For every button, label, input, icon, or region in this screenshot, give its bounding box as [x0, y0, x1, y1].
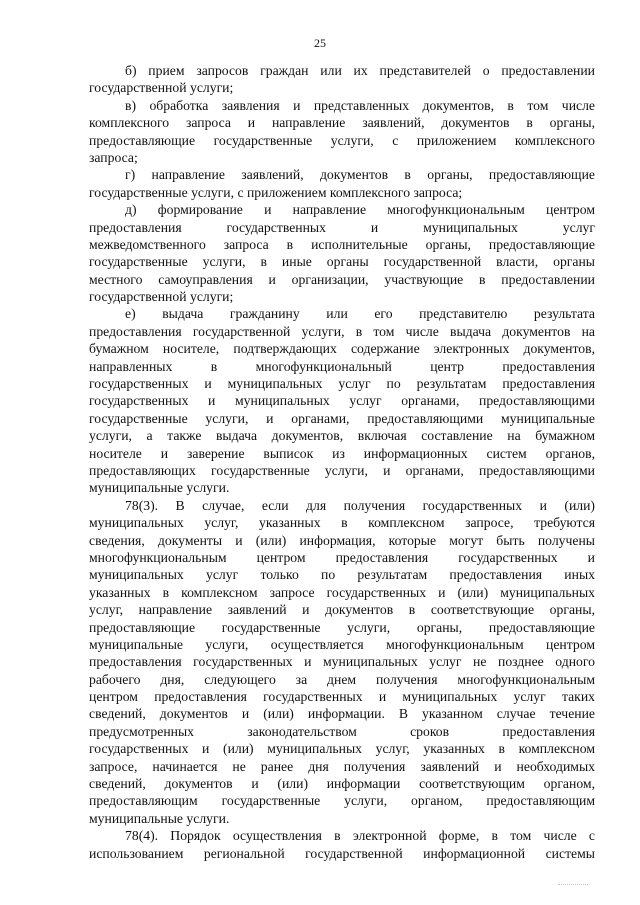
text-line: запросе, начинается не ранее дня получения заявлений и необходимых [89, 758, 595, 774]
text-line: государственные услуги, с приложением комплексного запроса; [89, 184, 463, 200]
text-line: использованием региональной государственной информационной системы [89, 845, 595, 861]
text-line: сведения, документы и (или) информация, которые могут быть получены [89, 532, 595, 548]
text-line: муниципальных услуг только по результатам предоставления иных [89, 567, 595, 583]
text-line: носителе и заверение выписок из информационных систем органов, [89, 445, 595, 461]
text-line: услуг, направление заявлений и документов в соответствующие органы, [89, 602, 595, 618]
text-line: бумажном носителе, подтверждающих содержание электронных документов, [89, 341, 595, 357]
text-line: е) выдача гражданину или его представителю результата [125, 306, 595, 322]
text-line: предоставляющим государственные услуги, органом, предоставляющим [89, 793, 595, 809]
text-line: указанных в комплексном запросе государственных и (или) муниципальных [89, 584, 595, 600]
text-line: местного самоуправления и организации, участвующие в предоставлении [89, 271, 595, 287]
text-line: в) обработка заявления и представленных документов, в том числе [125, 97, 595, 113]
text-line: б) прием запросов граждан или их представителей о предоставлении [125, 63, 595, 78]
text-line: государственные услуги, в иные органы государственной власти, органы [89, 254, 595, 270]
text-line: предоставления государственных и муниципальных услуг не позднее одного [89, 654, 595, 670]
text-line: многофункциональным центром предоставления государственных и [89, 549, 595, 565]
scan-artifact-dots [558, 884, 588, 887]
text-line: предоставления государственной услуги, в том числе выдача документов на [89, 323, 595, 339]
text-line: государственных и муниципальных услуг органами, предоставляющими [89, 393, 595, 409]
document-body-text [89, 62, 595, 862]
text-line: предоставления государственных и муниципальных услуг [89, 219, 595, 235]
text-line: предоставляющих государственные услуги, и органами, предоставляющими [89, 462, 595, 478]
text-line: 78(3). В случае, если для получения государственных и (или) [125, 497, 595, 513]
text-line: предусмотренных законодательством сроков предоставления [89, 723, 595, 739]
page-number: 25 [314, 36, 326, 50]
text-line: рабочего дня, следующего за днем получения многофункциональным [89, 671, 595, 687]
text-line: д) формирование и направление многофункциональным центром [125, 202, 595, 218]
text-line: муниципальных услуг, указанных в комплексном запросе, требуются [89, 515, 595, 531]
text-line: государственной услуги; [89, 289, 234, 305]
text-line: запроса; [89, 149, 138, 165]
text-line: комплексного запроса и направление заявлений, документов в органы, [89, 115, 595, 131]
text-line: г) направление заявлений, документов в органы, предоставляющие [125, 167, 595, 183]
text-line: центром предоставления государственных и муниципальных услуг таких [89, 689, 595, 705]
text-line: межведомственного запроса в исполнительные органы, предоставляющие [89, 236, 595, 252]
text-line: муниципальные услуги. [89, 810, 230, 826]
text-line: государственных и муниципальных услуг по результатам предоставления [89, 376, 595, 392]
text-line: сведений, документов и (или) информации. В указанном случае течение [89, 706, 595, 722]
text-line: предоставляющие государственные услуги, органы, предоставляющие [89, 619, 595, 635]
text-line: 78(4). Порядок осуществления в электронной форме, в том числе с [125, 828, 595, 844]
text-line: услуги, а также выдача документов, включая составление на бумажном [89, 428, 595, 444]
text-line: предоставляющие государственные услуги, с приложением комплексного [89, 132, 595, 148]
text-line: муниципальные услуги, осуществляется многофункциональным центром [89, 636, 595, 652]
text-line: муниципальные услуги. [89, 480, 230, 496]
text-line: направленных в многофункциональный центр предоставления [89, 358, 595, 374]
text-line: государственные услуги, и органами, предоставляющими муниципальные [89, 410, 595, 426]
text-line: сведений, документов и (или) информации соответствующим органом, [89, 776, 595, 792]
text-line: государственных и (или) муниципальных услуг, указанных в комплексном [89, 741, 595, 757]
text-line: государственной услуги; [89, 80, 234, 96]
